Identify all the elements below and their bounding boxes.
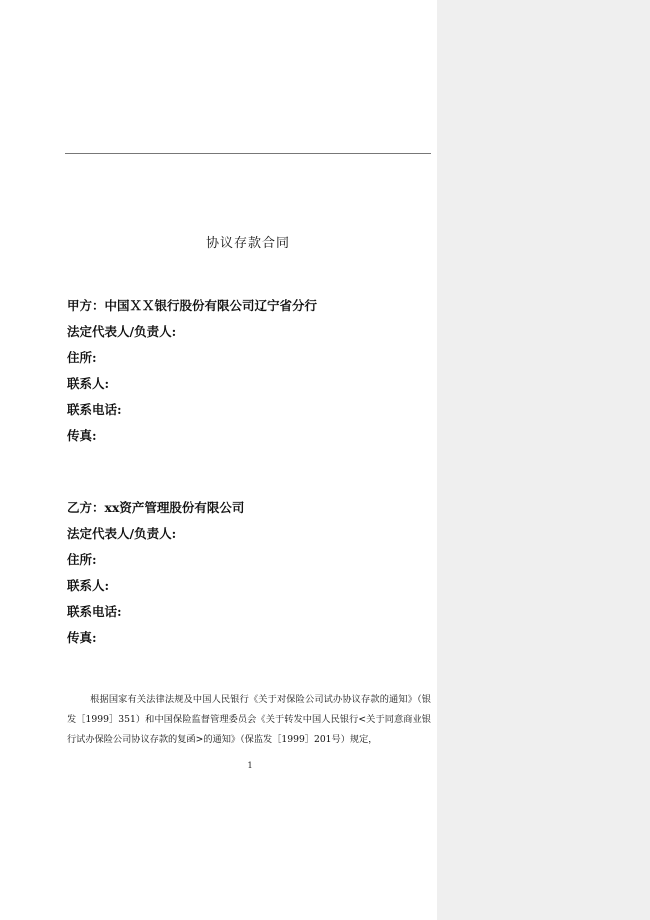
party-a-block bbox=[67, 296, 317, 452]
header-rule bbox=[65, 153, 431, 154]
party-a-address-line bbox=[67, 348, 317, 374]
party-a-representative-line bbox=[67, 322, 317, 348]
document-title: 协议存款合同 bbox=[205, 236, 290, 251]
party-b-contact: 联系人: bbox=[67, 578, 110, 593]
party-b-contact-line bbox=[67, 576, 244, 602]
body-paragraph bbox=[67, 690, 431, 750]
party-b-phone-line bbox=[67, 602, 244, 628]
party-b-name-line bbox=[67, 498, 244, 524]
party-b-fax-line bbox=[67, 628, 244, 654]
party-b-representative-line bbox=[67, 524, 244, 550]
party-a-contact: 联系人: bbox=[67, 376, 110, 391]
party-a-fax: 传真: bbox=[67, 428, 97, 443]
party-a-name: 甲方：中国ＸＸ银行股份有限公司辽宁省分行 bbox=[67, 298, 318, 313]
party-b-address: 住所: bbox=[67, 552, 97, 567]
party-a-fax-line bbox=[67, 426, 317, 452]
party-b-name: 乙方：xx资产管理股份有限公司 bbox=[67, 500, 245, 515]
body-paragraph-text: 根据国家有关法律法规及中国人民银行《关于对保险公司试办协议存款的通知》（银发［1999］351）和中国保险监督管理委员会《关于转发中国人民银行<关于同意商业银行试办保险公司协议存款的复函>的通知》（保监发［1999］201号）规定， bbox=[67, 694, 431, 745]
party-b-phone: 联系电话: bbox=[67, 604, 122, 619]
party-b-representative: 法定代表人/负责人: bbox=[67, 526, 177, 541]
party-a-name-line bbox=[67, 296, 317, 322]
party-a-address: 住所: bbox=[67, 350, 97, 365]
party-a-contact-line bbox=[67, 374, 317, 400]
party-a-phone-line bbox=[67, 400, 317, 426]
party-a-phone: 联系电话: bbox=[67, 402, 122, 417]
party-b-block bbox=[67, 498, 244, 654]
page-number: 1 bbox=[247, 761, 253, 770]
party-a-representative: 法定代表人/负责人: bbox=[67, 324, 177, 339]
party-b-fax: 传真: bbox=[67, 630, 97, 645]
party-b-address-line bbox=[67, 550, 244, 576]
comment-pane bbox=[437, 0, 650, 920]
